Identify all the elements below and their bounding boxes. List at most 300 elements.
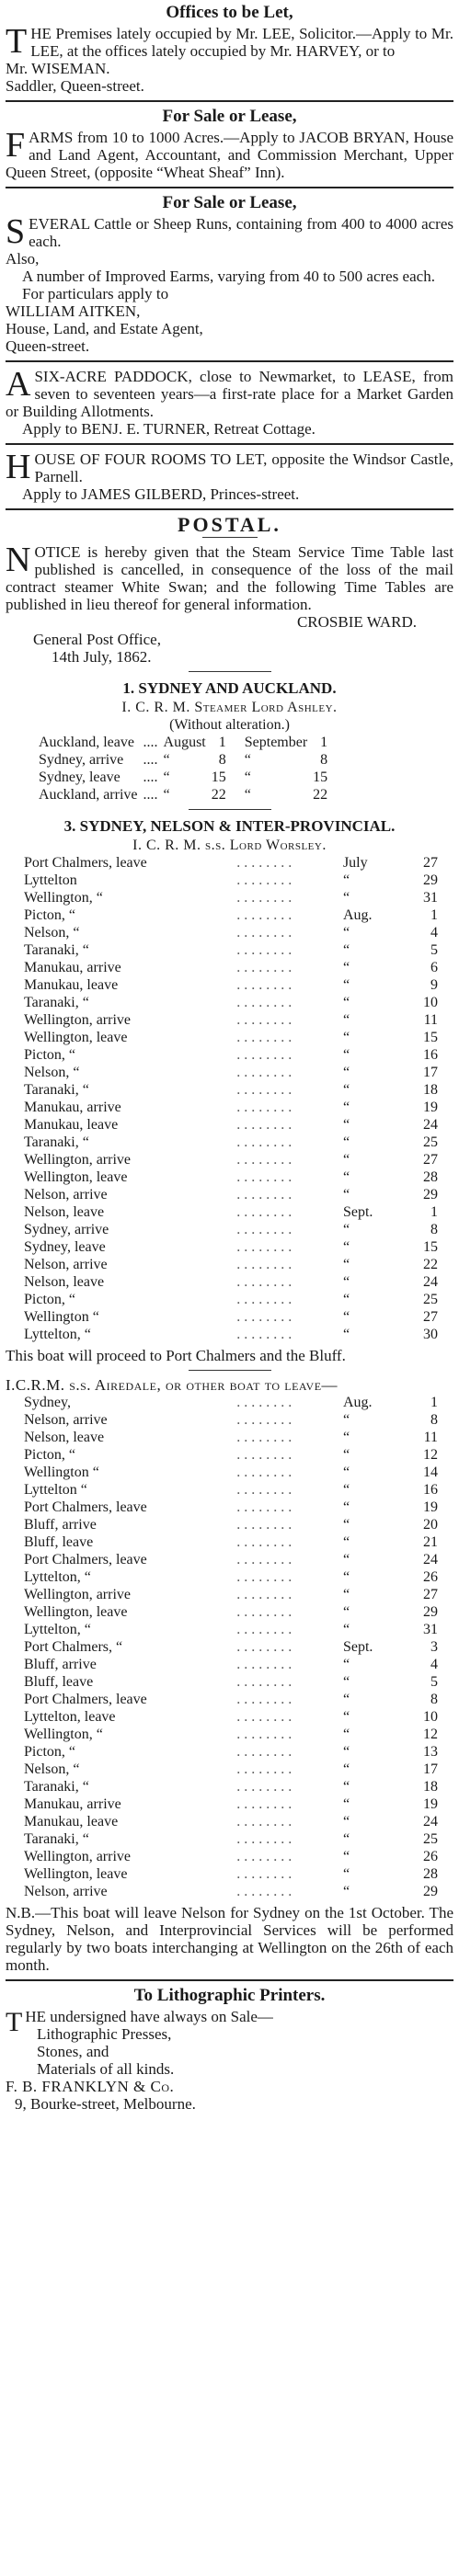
place-cell: Nelson, “ [24,1761,80,1777]
newspaper-column [6,4,453,2113]
day-cell: 8 [218,752,226,768]
ad-apply: Apply to JAMES GILBERD, Princes-street. [22,485,300,503]
month-cell: Sept. [342,1204,373,1220]
month-cell: “ [342,1222,350,1237]
ad-title: Offices to be Let, [166,3,293,22]
month-cell: “ [342,1552,350,1567]
timetable-row [24,1238,438,1256]
place-cell: Nelson, “ [24,925,80,940]
place-cell: Wellington, leave [24,1169,128,1185]
day-cell: 29 [423,1187,438,1203]
day-cell: 22 [313,787,328,803]
day-cell: 8 [430,1412,438,1428]
month-cell: “ [342,960,350,975]
timetable-row [24,1621,438,1638]
dots-cell: . . . . . . . . [236,1482,293,1498]
place-cell: Taranaki, “ [24,1082,89,1098]
month-cell: “ [244,787,251,803]
dots-cell: . . . . . . . . [236,1030,293,1045]
place-cell: Manukau, leave [24,1117,119,1133]
dots-cell: . . . . . . . . [236,1082,293,1098]
day-cell: 27 [423,1152,438,1168]
ad-text: OUSE OF FOUR ROOMS TO LET, opposite the Windsor Castle, Parnell. [34,450,453,485]
day-cell: 5 [430,942,438,958]
ad-address: Saddler, Queen-street. [6,77,144,95]
divider [189,809,271,810]
postal-signature: CROSBIE WARD. [296,613,417,631]
day-cell: 29 [423,1884,438,1899]
place-cell: Wellington, arrive [24,1152,132,1168]
month-cell: “ [342,995,350,1010]
day-cell: 29 [423,872,438,888]
place-cell: Sydney, leave [39,769,120,785]
day-cell: 19 [423,1796,438,1812]
dots-cell: . . . . . . . . [236,960,293,975]
ad-address-2: Queen-street. [6,337,90,355]
day-cell: 25 [423,1831,438,1847]
day-cell: 17 [423,1761,438,1777]
place-cell: Picton, “ [24,1047,75,1063]
dots-cell: . . . . . . . . [236,1657,293,1672]
month-cell: “ [342,1884,350,1899]
month-cell: “ [342,1499,350,1515]
timetable-row [24,1743,438,1761]
day-cell: 1 [430,907,438,923]
month-cell: “ [342,925,350,940]
day-cell: 8 [430,1692,438,1707]
day-cell: 19 [423,1499,438,1515]
timetable-row [24,1883,438,1900]
month-cell: “ [342,1327,350,1342]
ad-title: For Sale or Lease, [162,193,297,212]
place-cell: Nelson, arrive [24,1257,108,1272]
divider [6,508,453,510]
title-underline [202,537,258,538]
ad-particulars: For particulars apply to [22,285,169,302]
timetable-row [24,1830,438,1848]
day-cell: 14 [423,1465,438,1480]
ad-title: For Sale or Lease, [162,107,297,126]
section-title: 1. SYDNEY AND AUCKLAND. [122,679,337,697]
day-cell: 17 [423,1065,438,1080]
place-cell: Wellington “ [24,1465,99,1480]
section-footnote: N.B.—This boat will leave Nelson for Sydney on the 1st October. The Sydney, Nelson, and Interprovincial Services will be performed regularly by two boats interchanging at Wellington on the 26th of each month. [6,1904,453,1974]
month-cell: “ [342,1657,350,1672]
day-cell: 20 [423,1517,438,1533]
timetable-row [24,941,438,959]
timetable-row [24,1429,438,1446]
dots-cell: . . . . . . . . [236,1884,293,1899]
month-cell: Sept. [342,1639,373,1655]
month-cell: “ [342,1117,350,1133]
day-cell: 18 [423,1779,438,1795]
dots-cell: . . . . . . . . [236,1134,293,1150]
day-cell: 24 [423,1552,438,1567]
dots-cell: . . . . . . . . [236,1204,293,1220]
month-cell: “ [342,1761,350,1777]
month-cell: “ [342,942,350,958]
timetable-row [24,1813,438,1830]
day-cell: 31 [423,1622,438,1637]
timetable-row [24,1761,438,1778]
drop-cap: H [6,448,31,486]
dots-cell: . . . . . . . . [236,1412,293,1428]
dots-cell: . . . . . . . . [236,1761,293,1777]
month-cell: “ [342,1100,350,1115]
divider [6,360,453,362]
place-cell: Lyttelton, leave [24,1709,116,1725]
dots-cell: . . . . . . . . [236,1622,293,1637]
day-cell: 27 [423,1309,438,1325]
day-cell: 10 [423,995,438,1010]
month-cell: Aug. [342,1395,373,1410]
day-cell: 9 [430,977,438,993]
month-cell: “ [342,1412,350,1428]
postal-notice [6,513,453,666]
timetable-row [24,1516,438,1533]
timetable-row [24,1691,438,1708]
day-cell: 4 [430,925,438,940]
month-cell: “ [342,1831,350,1847]
vessel-name: I. C. R. M. Steamer Lord Ashley. [121,700,338,715]
day-cell: 28 [423,1866,438,1882]
month-cell: “ [342,1082,350,1098]
timetable-row [24,1411,438,1429]
day-cell: 15 [211,769,226,785]
place-cell: Taranaki, “ [24,1134,89,1150]
place-cell: Taranaki, “ [24,1831,89,1847]
month-cell: “ [342,1622,350,1637]
month-cell: “ [342,1152,350,1168]
ad-line: Stones, and [37,2043,109,2060]
drop-cap: F [6,126,26,165]
place-cell: Port Chalmers, leave [24,1552,147,1567]
timetable-sydney-nelson [6,817,453,1364]
dots-cell: . . . . . . . . [236,1534,293,1550]
ad-text: HE Premises lately occupied by Mr. LEE, Solicitor.—Apply to Mr. LEE, at the offices lately occupied by Mr. HARVEY, or to [30,25,453,60]
place-cell: Auckland, leave [39,735,134,750]
dots-cell: . . . . . . . . [236,1309,293,1325]
place-cell: Nelson, leave [24,1430,105,1445]
postal-title: POSTAL. [178,513,281,536]
section-title: 3. SYDNEY, NELSON & INTER-PROVINCIAL. [63,817,396,835]
place-cell: Bluff, arrive [24,1657,97,1672]
drop-cap: T [6,2007,23,2037]
month-cell: “ [342,1849,350,1864]
day-cell: 22 [211,787,226,803]
month-cell: August [163,735,206,750]
timetable-row [24,1326,438,1343]
place-cell: Wellington, leave [24,1866,128,1882]
divider [189,671,271,672]
day-cell: 22 [423,1257,438,1272]
day-cell: 30 [423,1327,438,1342]
timetable-row [24,1029,438,1046]
ad-line: Lithographic Presses, [37,2025,172,2043]
day-cell: 8 [430,1222,438,1237]
dots-cell: . . . . . . . . [236,1866,293,1882]
timetable-row [24,1603,438,1621]
month-cell: “ [342,1169,350,1185]
timetable-row [39,786,333,804]
timetable-row [24,1551,438,1568]
section-footnote: This boat will proceed to Port Chalmers and the Bluff. [6,1347,346,1364]
month-cell: September [244,735,308,750]
day-cell: 26 [423,1849,438,1864]
place-cell: Picton, “ [24,907,75,923]
place-cell: Nelson, arrive [24,1187,108,1203]
day-cell: 31 [423,890,438,906]
month-cell: “ [342,1309,350,1325]
place-cell: Port Chalmers, leave [24,855,147,871]
timetable-row [24,906,438,924]
place-cell: Nelson, arrive [24,1884,108,1899]
dots-cell: . . . . . . . . [236,1257,293,1272]
ad-signature: WILLIAM AITKEN, [6,302,141,320]
ad-text: EVERAL Cattle or Sheep Runs, containing from 400 to 4000 acres each. [29,215,453,250]
timetable-row [24,1168,438,1186]
place-cell: Bluff, leave [24,1674,94,1690]
dots-cell: .... [143,735,158,750]
place-cell: Wellington, “ [24,1727,103,1742]
month-cell: “ [342,1796,350,1812]
dots-cell: . . . . . . . . [236,1065,293,1080]
dots-cell: . . . . . . . . [236,1796,293,1812]
place-cell: Wellington “ [24,1309,99,1325]
month-cell: “ [342,1587,350,1602]
timetable-row [24,1308,438,1326]
dots-cell: . . . . . . . . [236,1849,293,1864]
drop-cap: A [6,365,31,404]
day-cell: 1 [218,735,226,750]
dots-cell: . . . . . . . . [236,942,293,958]
divider [6,187,453,188]
timetable-row [24,1203,438,1221]
timetable-row [24,1256,438,1273]
dots-cell: . . . . . . . . [236,1604,293,1620]
timetable-row [24,959,438,976]
timetable-row [24,1533,438,1551]
place-cell: Wellington, arrive [24,1587,132,1602]
place-cell: Lyttelton, “ [24,1622,91,1637]
month-cell: “ [342,1517,350,1533]
dots-cell: . . . . . . . . [236,907,293,923]
month-cell: “ [163,787,170,803]
timetable-row [24,1011,438,1029]
month-cell: “ [342,1430,350,1445]
timetable-row [24,1865,438,1883]
dots-cell: . . . . . . . . [236,1012,293,1028]
timetable-row [39,769,333,786]
timetable-sydney-auckland [6,679,453,804]
ad-signature: F. B. FRANKLYN & Co. [6,2078,175,2095]
day-cell: 4 [430,1657,438,1672]
day-cell: 15 [423,1030,438,1045]
dots-cell: . . . . . . . . [236,1447,293,1463]
place-cell: Port Chalmers, leave [24,1692,147,1707]
timetable [24,854,438,1343]
day-cell: 11 [423,1430,438,1445]
dots-cell: . . . . . . . . [236,995,293,1010]
ad-body [6,365,453,420]
month-cell: “ [342,1482,350,1498]
timetable-row [24,1568,438,1586]
day-cell: 25 [423,1134,438,1150]
dots-cell: . . . . . . . . [236,1692,293,1707]
timetable-row [24,1081,438,1099]
month-cell: “ [342,1709,350,1725]
place-cell: Nelson, leave [24,1274,105,1290]
month-cell: “ [342,1814,350,1829]
dots-cell: .... [143,787,158,803]
day-cell: 26 [423,1569,438,1585]
month-cell: “ [244,769,251,785]
timetable-row [24,1656,438,1673]
month-cell: “ [163,769,170,785]
postal-body [6,543,453,613]
place-cell: Taranaki, “ [24,995,89,1010]
month-cell: “ [163,752,170,768]
dots-cell: .... [143,752,158,768]
day-cell: 1 [320,735,328,750]
timetable-row [39,751,333,769]
place-cell: Taranaki, “ [24,1779,89,1795]
timetable-row [24,1099,438,1116]
day-cell: 18 [423,1082,438,1098]
vessel-name: I. C. R. M. s.s. Lord Worsley. [132,838,327,853]
ad-body [6,212,453,251]
drop-cap: S [6,212,26,251]
day-cell: 8 [320,752,328,768]
dots-cell: .... [143,769,158,785]
ad-address-1: House, Land, and Estate Agent, [6,320,203,337]
dots-cell: . . . . . . . . [236,1327,293,1342]
timetable-row [24,1726,438,1743]
dots-cell: . . . . . . . . [236,855,293,871]
ad-body [6,22,453,61]
place-cell: Nelson, “ [24,1065,80,1080]
divider [189,1370,271,1371]
timetable-row [24,1499,438,1516]
place-cell: Manukau, leave [24,1814,119,1829]
month-cell: “ [342,1692,350,1707]
place-cell: Bluff, leave [24,1534,94,1550]
month-cell: “ [342,1447,350,1463]
day-cell: 1 [430,1395,438,1410]
timetable-row [24,872,438,889]
dots-cell: . . . . . . . . [236,1831,293,1847]
dots-cell: . . . . . . . . [236,1552,293,1567]
section-heading: I.C.R.M. s.s. Airedale, or other boat to leave— [6,1376,339,1394]
place-cell: Wellington, leave [24,1604,128,1620]
place-cell: Sydney, arrive [24,1222,109,1237]
day-cell: 11 [423,1012,438,1028]
day-cell: 15 [423,1239,438,1255]
ad-text: SIX-ACRE PADDOCK, close to Newmarket, to LEASE, from seven to seventeen years—a first-rate place for a Market Garden or Building Allotments. [6,368,453,420]
dots-cell: . . . . . . . . [236,1779,293,1795]
dots-cell: . . . . . . . . [236,1709,293,1725]
timetable-row [24,1394,438,1411]
timetable-row [24,1151,438,1168]
drop-cap: N [6,541,31,579]
month-cell: “ [342,1604,350,1620]
dots-cell: . . . . . . . . [236,1169,293,1185]
place-cell: Manukau, arrive [24,1100,121,1115]
ad-apply: Apply to BENJ. E. TURNER, Retreat Cottage. [22,420,316,438]
ad-offices-to-let [6,4,453,95]
postal-date: 14th July, 1862. [52,648,152,666]
ad-farms-for-sale [6,108,453,181]
place-cell: Lyttelton, “ [24,1569,91,1585]
dots-cell: . . . . . . . . [236,1465,293,1480]
month-cell: Aug. [342,907,373,923]
month-cell: “ [342,1744,350,1760]
timetable-row [24,1446,438,1464]
dots-cell: . . . . . . . . [236,1814,293,1829]
timetable-row [24,1116,438,1134]
place-cell: Sydney, [24,1395,71,1410]
place-cell: Sydney, arrive [39,752,124,768]
ad-address: 9, Bourke-street, Melbourne. [15,2095,196,2113]
place-cell: Auckland, arrive [39,787,138,803]
dots-cell: . . . . . . . . [236,1100,293,1115]
month-cell: “ [342,1239,350,1255]
month-cell: “ [342,1534,350,1550]
month-cell: “ [342,1779,350,1795]
dots-cell: . . . . . . . . [236,1274,293,1290]
place-cell: Wellington, “ [24,890,103,906]
dots-cell: . . . . . . . . [236,1395,293,1410]
month-cell: “ [342,1030,350,1045]
dots-cell: . . . . . . . . [236,1117,293,1133]
place-cell: Wellington, arrive [24,1849,132,1864]
timetable-row [24,1221,438,1238]
timetable-row [24,924,438,941]
day-cell: 16 [423,1047,438,1063]
place-cell: Manukau, leave [24,977,119,993]
ad-text: ARMS from 10 to 1000 Acres.—Apply to JACOB BRYAN, House and Land Agent, Accountant, and Commission Merchant, Upper Queen Street, (opposite “Wheat Sheaf” Inn). [6,129,453,181]
day-cell: 21 [423,1534,438,1550]
timetable-airedale [6,1376,453,1974]
dots-cell: . . . . . . . . [236,1187,293,1203]
dots-cell: . . . . . . . . [236,1517,293,1533]
timetable-row [24,1064,438,1081]
dots-cell: . . . . . . . . [236,977,293,993]
timetable-row [24,854,438,872]
month-cell: “ [342,1274,350,1290]
dots-cell: . . . . . . . . [236,1569,293,1585]
postal-text: OTICE is hereby given that the Steam Service Time Table last published is cancelled, in consequence of the loss of the mail contract steamer White Swan; and the following Time Tables are published in lieu thereof for general information. [6,543,453,613]
place-cell: Port Chalmers, “ [24,1639,123,1655]
dots-cell: . . . . . . . . [236,1587,293,1602]
place-cell: Lyttelton [24,872,77,888]
timetable [39,734,333,804]
day-cell: 25 [423,1292,438,1307]
timetable-row [24,1708,438,1726]
day-cell: 24 [423,1814,438,1829]
ad-lithographic-printers [6,1987,453,2113]
month-cell: “ [342,1866,350,1882]
timetable-row [24,1848,438,1865]
timetable-row [24,1291,438,1308]
divider [6,100,453,102]
dots-cell: . . . . . . . . [236,1222,293,1237]
month-cell: “ [342,1569,350,1585]
month-cell: “ [342,1065,350,1080]
month-cell: July [342,855,368,871]
place-cell: Bluff, arrive [24,1517,97,1533]
month-cell: “ [342,1674,350,1690]
